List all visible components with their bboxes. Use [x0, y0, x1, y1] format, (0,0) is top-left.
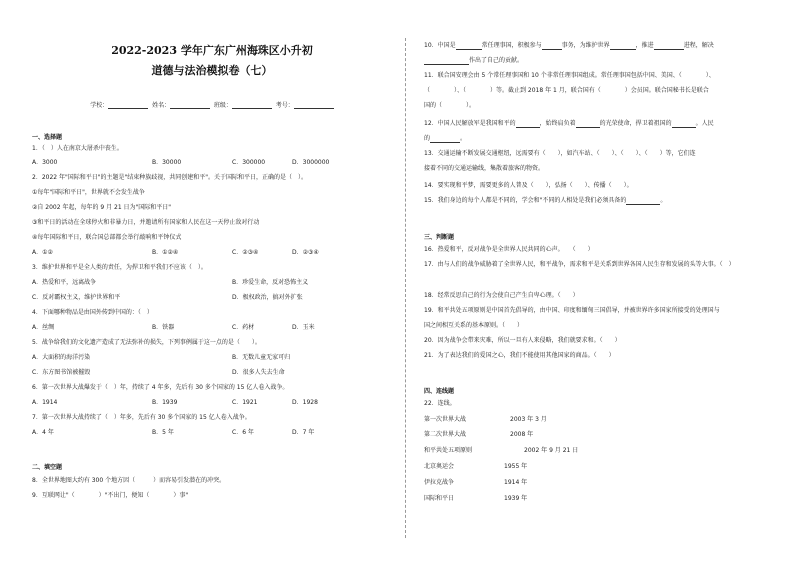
question-2: 2．2022 年"国际和平日"的主题是"结束种族歧视，共同创建和平"。关于国际和平日，正确的是（ ）。: [32, 174, 308, 181]
question-16: 16．热爱和平，反对战争是全世界人民共同的心声。 （ ）: [424, 246, 594, 253]
q10-blank-4[interactable]: [654, 43, 684, 50]
question-3: 3．维护世界和平是全人类的责任，为捍卫和平我们不应该（ ）。: [32, 264, 207, 271]
title-line-1: 2022-2023 学年广东广州海珠区小升初: [111, 44, 313, 57]
question-12-line-1: 12．中国人民解放军是我国和平的 ，始终肩负着 的光荣使命，捍卫着祖国的 。人民: [424, 120, 714, 127]
question-19-line-1: 19．和平共处五项原则是中国首先倡导的，由中国、印度和缅甸三国倡导，并被世界许多国家所接受的处理国与: [424, 307, 720, 314]
q4-option-a: A．丝绸: [32, 324, 55, 331]
question-13-line-1: 13．交通运输不断发展交通枢纽，远需要有（ ），如汽车站、（ ）、（ ）、（ ）等，它们连: [424, 150, 696, 157]
q1-option-a: A．3000: [32, 159, 58, 166]
q12-blank-4[interactable]: [430, 136, 460, 143]
match-left-3: 和平共处五项原则: [424, 447, 473, 454]
question-1: 1．（ ）人在南京大屠杀中丧生。: [32, 145, 123, 152]
match-right-4: 1955 年: [504, 463, 528, 470]
question-18: 18．经常反思自己的行为会使自己产生自卑心理。（ ）: [424, 292, 579, 299]
q5-option-c: C．东方图书馆被摧毁: [32, 369, 91, 376]
q6-option-a: A．1914: [32, 399, 58, 406]
question-21: 21．为了表达我们的爱国之心，我们不能使用其他国家的商品。（ ）: [424, 352, 615, 359]
q7-option-b: B．5 年: [152, 429, 174, 436]
q2-item-2: ②自 2002 年起，每年的 9 月 21 日为"国际和平日": [32, 204, 172, 211]
q2-item-3: ③和平日的活动在全球停火和非暴力日，并邀请所有国家和人民在这一天停止敌对行动: [32, 219, 260, 226]
q3-option-d: D．极权政治，搞对外扩张: [232, 294, 303, 301]
section-judge-heading: 三、判断题: [424, 234, 455, 241]
q1-option-d: D．3000000: [292, 159, 330, 166]
match-left-6: 国际和平日: [424, 495, 455, 502]
q12-blank-3[interactable]: [672, 121, 696, 128]
section-match-heading: 四、连线题: [424, 388, 455, 395]
q2-option-a: A．①②: [32, 249, 53, 256]
match-right-2: 2008 年: [510, 431, 534, 438]
question-5: 5．战争给我们的文化遗产造成了无法弥补的损失，下列事例属于这一点的是（ ）。: [32, 339, 261, 346]
column-divider: [405, 38, 406, 538]
q7-option-d: D．7 年: [292, 429, 315, 436]
q3-option-c: C．反对霸权主义，维护世界和平: [32, 294, 121, 301]
match-left-4: 北京奥运会: [424, 463, 455, 470]
match-left-1: 第一次世界大战: [424, 416, 467, 423]
q3-option-b: B．珍爱生命，反对恐怖主义: [232, 279, 309, 286]
q10-blank-1[interactable]: [456, 43, 482, 50]
title-line-2: 道德与法治模拟卷（七）: [151, 64, 273, 77]
question-22: 22．连线。: [424, 400, 456, 407]
question-17: 17．由与人们的战争威胁着了全世界人民，和平战争，需求和平是关系到世界各国人民生存和发展的头等大事。（ ）: [424, 261, 735, 268]
q6-option-d: D．1928: [292, 399, 318, 406]
q1-option-b: B．30000: [152, 159, 182, 166]
question-20: 20．因为战争会带来灾难，所以一旦有人来侵略，我们就要求和。（ ）: [424, 337, 621, 344]
question-11-line-1: 11．联合国安理会由 5 个常任理事国和 10 个非常任理事国组成。常任理事国包括中国、美国、（ ）、: [424, 72, 715, 79]
q6-option-c: C．1921: [232, 399, 258, 406]
school-field[interactable]: [108, 102, 148, 109]
question-9: 9．互联网让"（ ）"不出门，便知（ ）事": [32, 492, 189, 499]
q2-option-b: B．①②④: [152, 249, 179, 256]
q12-blank-1[interactable]: [516, 121, 540, 128]
question-14: 14．要实现和平梦，需要更多的人普及（ ），弘扬（ ）、传播（ ）。: [424, 182, 633, 189]
student-info-line: [32, 100, 392, 109]
question-11-line-3: 国的（ ）。: [424, 102, 476, 109]
match-left-5: 伊拉克战争: [424, 479, 455, 486]
q10-blank-2[interactable]: [542, 43, 562, 50]
class-label: 班级：: [213, 102, 232, 109]
question-6: 6．第一次世界大战爆发于（ ）年，持续了 4 年多，先后有 30 多个国家的 15 亿人卷入战争。: [32, 384, 289, 391]
q1-option-c: C．300000: [232, 159, 266, 166]
question-8: 8．全世界地图大约有 300 个地方因（ ）而容易引发潜在的冲突。: [32, 477, 226, 484]
q4-option-c: C．药材: [232, 324, 255, 331]
q2-option-c: C．②③④: [232, 249, 259, 256]
match-right-6: 1939 年: [504, 495, 528, 502]
q3-option-a: A．热爱和平，远离战争: [32, 279, 97, 286]
question-10-line-2: 作出了自己的贡献。: [424, 57, 523, 65]
question-4: 4．下面哪种物品是由国外传到中国的：（ ）: [32, 309, 153, 316]
q2-item-4: ④每年国际和平日，联合国总部都会举行敲响和平钟仪式: [32, 234, 182, 241]
q7-option-c: C．6 年: [232, 429, 254, 436]
q4-option-d: D．玉米: [292, 324, 315, 331]
q2-option-d: D．②③④: [292, 249, 319, 256]
match-right-1: 2003 年 3 月: [510, 416, 547, 423]
name-field[interactable]: [170, 102, 210, 109]
q5-option-d: D．很多人失去生命: [232, 369, 285, 376]
q2-item-1: ①每年"国际和平日"，世界就不会发生战争: [32, 189, 145, 196]
q7-option-a: A．4 年: [32, 429, 54, 436]
q12-blank-2[interactable]: [576, 121, 600, 128]
question-19-line-2: 国之间相互关系的基本原则。（ ）: [424, 322, 524, 329]
match-right-3: 2002 年 9 月 21 日: [524, 447, 579, 454]
section-fill-heading: 二、填空题: [32, 464, 63, 471]
exam-number-label: 考号：: [275, 102, 294, 109]
q4-option-b: B．铁器: [152, 324, 175, 331]
q10-blank-5[interactable]: [424, 58, 469, 65]
question-7: 7．第一次世界大战持续了（ ）年多，先后有 30 多个国家的 15 亿人卷入战争。: [32, 414, 251, 421]
name-label: 姓名：: [152, 102, 171, 109]
section-choice-heading: 一、选择题: [32, 134, 63, 141]
question-10-line-1: 10．中国是 常任理事国，积极参与 事务，为维护世界 ，推进 进程，解决: [424, 42, 714, 49]
q15-blank[interactable]: [626, 198, 660, 205]
match-left-2: 第二次世界大战: [424, 431, 467, 438]
q6-option-b: B．1939: [152, 399, 178, 406]
school-label: 学校：: [90, 102, 109, 109]
class-field[interactable]: [232, 102, 272, 109]
question-13-line-2: 接着不同的交通运输线，集散着旅客的物资。: [424, 165, 545, 172]
question-11-line-2: （ ）、（ ）等。截止到 2018 年 1 月，联合国有（ ）会员国。联合国秘书长是联合: [424, 87, 709, 94]
q5-option-b: B．无数儿童无家可归: [232, 354, 291, 361]
q5-option-a: A．大面积的海洋污染: [32, 354, 91, 361]
exam-number-field[interactable]: [294, 102, 334, 109]
question-12-line-2: 的 。: [424, 135, 467, 142]
question-15: 15．我们身边的每个人都是不同的，学会和"不同的人相处是我们必须具备的 。: [424, 197, 667, 204]
match-right-5: 1914 年: [504, 479, 528, 486]
q10-blank-3[interactable]: [610, 43, 636, 50]
